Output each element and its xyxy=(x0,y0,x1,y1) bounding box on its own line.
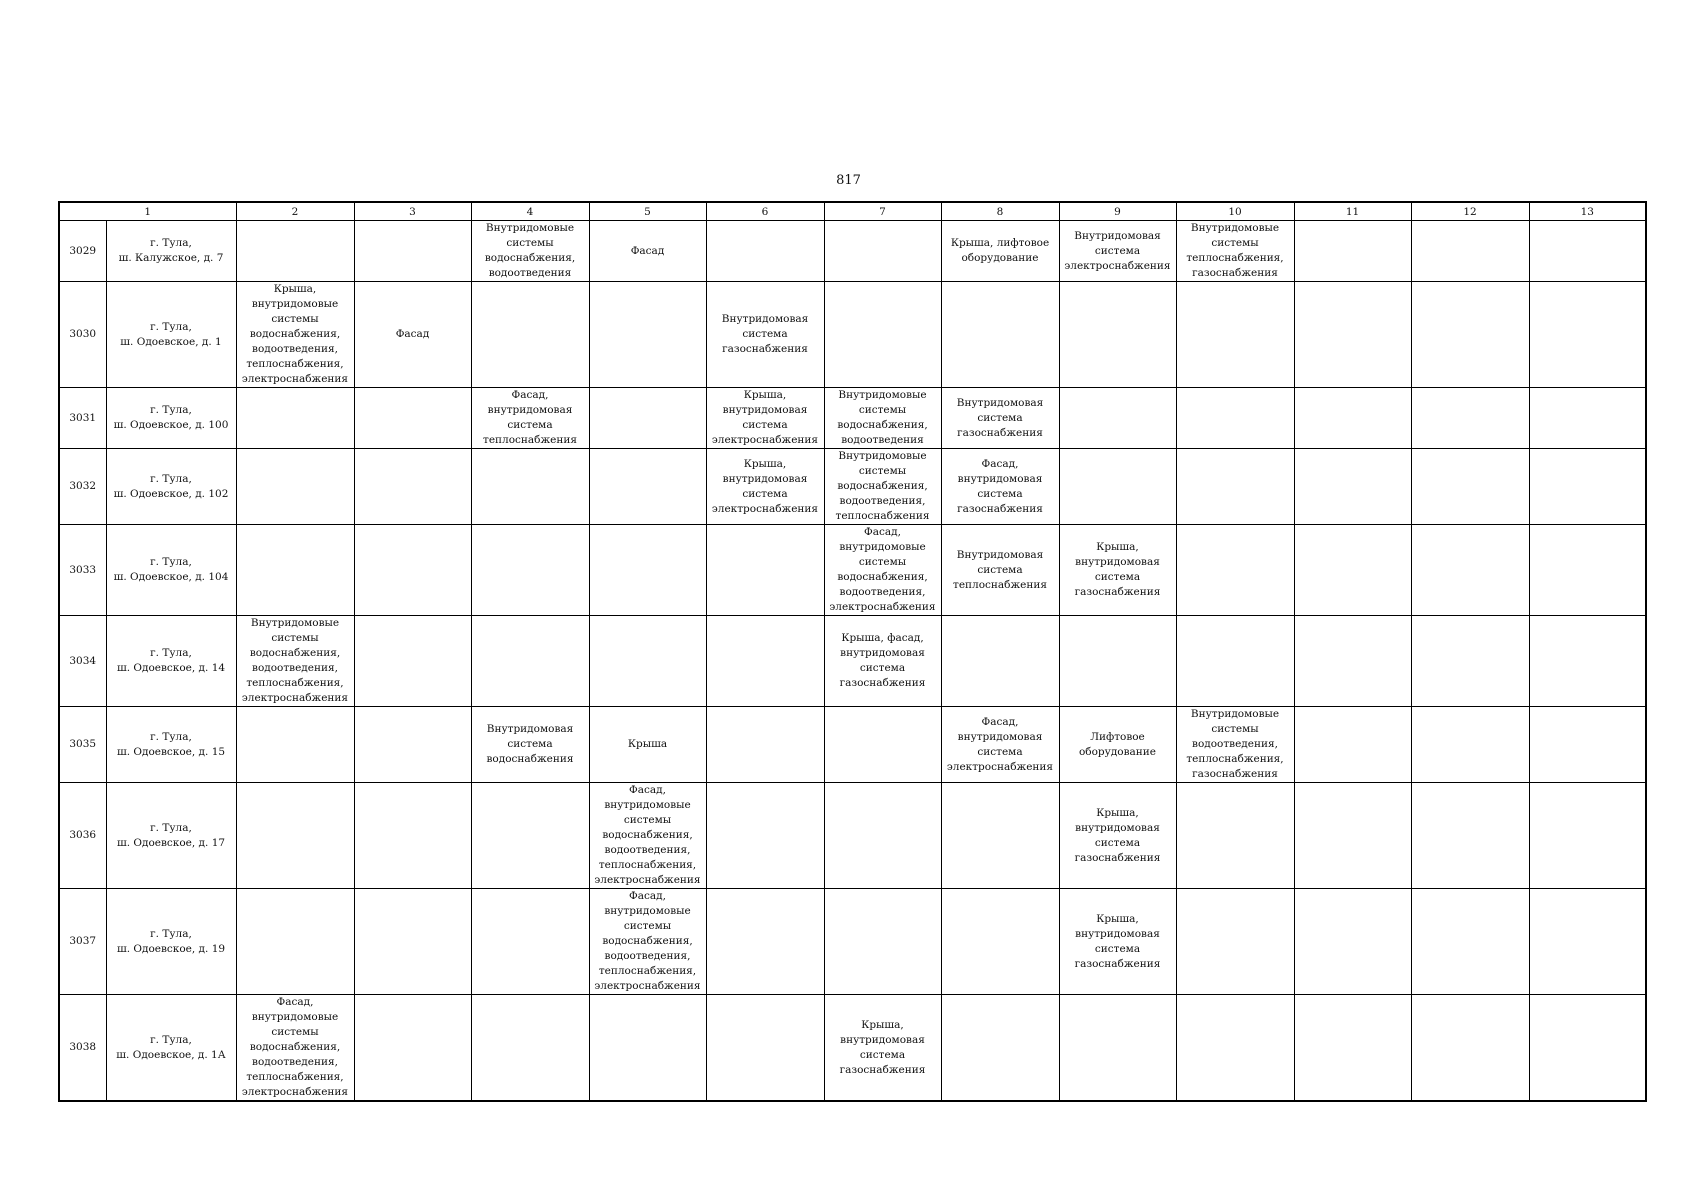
work-cell-col-2 xyxy=(236,449,354,525)
address-line: ш. Одоевское, д. 104 xyxy=(113,571,229,583)
work-cell-col-2: Фасад, внутридомовые системы водоснабжения, водоотведения, теплоснабжения, электроснабжения xyxy=(236,995,354,1102)
work-cell-col-9 xyxy=(1059,388,1176,449)
work-cell-col-4 xyxy=(471,995,589,1102)
table-row xyxy=(59,707,1646,783)
work-cell-col-3 xyxy=(354,616,471,707)
work-cell-col-4 xyxy=(471,449,589,525)
address-line: г. Тула, xyxy=(150,821,192,834)
address-line: г. Тула, xyxy=(150,404,192,416)
table-row xyxy=(59,783,1646,889)
column-number-1: 1 xyxy=(59,202,236,221)
address-cell xyxy=(106,388,236,449)
work-cell-col-7: Внутридомовые системы водоснабжения, водоотведения, теплоснабжения xyxy=(824,449,941,525)
work-cell-col-9: Крыша, внутридомовая система газоснабжения xyxy=(1059,889,1176,995)
work-cell-col-9: Внутридомовая система электроснабжения xyxy=(1059,221,1176,282)
work-cell-col-10 xyxy=(1176,616,1294,707)
work-cell-col-8 xyxy=(941,995,1059,1102)
address-line: г. Тула, xyxy=(150,320,192,333)
work-cell-col-2 xyxy=(236,707,354,783)
row-number: 3032 xyxy=(59,449,106,525)
work-cell-col-9: Крыша, внутридомовая система газоснабжения xyxy=(1059,783,1176,889)
column-number-13: 13 xyxy=(1529,202,1646,221)
address-line: г. Тула, xyxy=(150,237,192,249)
work-cell-col-10: Внутридомовые системы водоотведения, теплоснабжения, газоснабжения xyxy=(1176,707,1294,783)
work-cell-col-7 xyxy=(824,282,941,388)
address-line: ш. Одоевское, д. 1А xyxy=(116,1048,226,1061)
work-cell-col-5 xyxy=(589,995,706,1102)
row-number: 3033 xyxy=(59,525,106,616)
work-cell-col-13 xyxy=(1529,995,1646,1102)
work-cell-col-10 xyxy=(1176,783,1294,889)
work-cell-col-5 xyxy=(589,525,706,616)
column-number-10: 10 xyxy=(1176,202,1294,221)
work-cell-col-11 xyxy=(1294,282,1411,388)
table-row xyxy=(59,889,1646,995)
work-cell-col-6 xyxy=(706,889,824,995)
work-cell-col-6: Крыша, внутридомовая система электроснабжения xyxy=(706,388,824,449)
work-cell-col-10 xyxy=(1176,282,1294,388)
work-cell-col-13 xyxy=(1529,889,1646,995)
work-cell-col-6: Внутридомовая система газоснабжения xyxy=(706,282,824,388)
work-cell-col-5 xyxy=(589,449,706,525)
work-cell-col-6 xyxy=(706,616,824,707)
row-number: 3031 xyxy=(59,388,106,449)
work-cell-col-7: Фасад, внутридомовые системы водоснабжения, водоотведения, электроснабжения xyxy=(824,525,941,616)
work-cell-col-2 xyxy=(236,388,354,449)
work-cell-col-4 xyxy=(471,889,589,995)
work-cell-col-9 xyxy=(1059,449,1176,525)
work-cell-col-3 xyxy=(354,707,471,783)
work-cell-col-5: Фасад, внутридомовые системы водоснабжения, водоотведения, теплоснабжения, электроснабжения xyxy=(589,889,706,995)
work-cell-col-8 xyxy=(941,616,1059,707)
work-cell-col-12 xyxy=(1411,889,1529,995)
row-number: 3029 xyxy=(59,221,106,282)
work-cell-col-12 xyxy=(1411,282,1529,388)
address-line: г. Тула, xyxy=(150,647,192,659)
work-cell-col-8: Внутридомовая система теплоснабжения xyxy=(941,525,1059,616)
work-cell-col-11 xyxy=(1294,889,1411,995)
column-number-header xyxy=(59,202,1646,221)
work-cell-col-13 xyxy=(1529,707,1646,783)
table-row xyxy=(59,616,1646,707)
column-number-8: 8 xyxy=(941,202,1059,221)
work-cell-col-2 xyxy=(236,889,354,995)
work-cell-col-10 xyxy=(1176,995,1294,1102)
work-cell-col-8: Фасад, внутридомовая система электроснабжения xyxy=(941,707,1059,783)
work-cell-col-2: Внутридомовые системы водоснабжения, водоотведения, теплоснабжения, электроснабжения xyxy=(236,616,354,707)
row-number: 3036 xyxy=(59,783,106,889)
column-number-3: 3 xyxy=(354,202,471,221)
work-cell-col-4 xyxy=(471,616,589,707)
work-cell-col-11 xyxy=(1294,707,1411,783)
work-cell-col-4 xyxy=(471,282,589,388)
work-cell-col-12 xyxy=(1411,783,1529,889)
work-cell-col-5: Фасад, внутридомовые системы водоснабжения, водоотведения, теплоснабжения, электроснабжения xyxy=(589,783,706,889)
address-line: ш. Одоевское, д. 102 xyxy=(113,487,229,500)
work-cell-col-2: Крыша, внутридомовые системы водоснабжения, водоотведения, теплоснабжения, электроснабжения xyxy=(236,282,354,388)
work-cell-col-7: Крыша, фасад, внутридомовая система газоснабжения xyxy=(824,616,941,707)
work-cell-col-10 xyxy=(1176,449,1294,525)
row-number: 3038 xyxy=(59,995,106,1102)
work-cell-col-4: Внутридомовые системы водоснабжения, водоотведения xyxy=(471,221,589,282)
address-line: ш. Одоевское, д. 17 xyxy=(116,836,226,849)
work-cell-col-7: Крыша, внутридомовая система газоснабжения xyxy=(824,995,941,1102)
address-cell xyxy=(106,282,236,388)
work-cell-col-3 xyxy=(354,889,471,995)
work-cell-col-8: Внутридомовая система газоснабжения xyxy=(941,388,1059,449)
column-number-9: 9 xyxy=(1059,202,1176,221)
work-cell-col-9 xyxy=(1059,282,1176,388)
work-cell-col-9: Лифтовое оборудование xyxy=(1059,707,1176,783)
work-cell-col-10 xyxy=(1176,889,1294,995)
table-row xyxy=(59,221,1646,282)
work-cell-col-4: Внутридомовая система водоснабжения xyxy=(471,707,589,783)
work-cell-col-6 xyxy=(706,995,824,1102)
work-cell-col-11 xyxy=(1294,995,1411,1102)
work-cell-col-9 xyxy=(1059,995,1176,1102)
table-row xyxy=(59,388,1646,449)
row-number: 3035 xyxy=(59,707,106,783)
work-cell-col-11 xyxy=(1294,525,1411,616)
work-cell-col-10 xyxy=(1176,525,1294,616)
work-cell-col-4: Фасад, внутридомовая система теплоснабжения xyxy=(471,388,589,449)
work-cell-col-12 xyxy=(1411,616,1529,707)
row-number: 3037 xyxy=(59,889,106,995)
table-row xyxy=(59,449,1646,525)
work-cell-col-6: Крыша, внутридомовая система электроснабжения xyxy=(706,449,824,525)
work-cell-col-3 xyxy=(354,388,471,449)
work-cell-col-7 xyxy=(824,783,941,889)
work-cell-col-13 xyxy=(1529,388,1646,449)
address-line: ш. Одоевское, д. 100 xyxy=(113,419,229,431)
column-number-5: 5 xyxy=(589,202,706,221)
work-cell-col-3 xyxy=(354,995,471,1102)
address-line: ш. Одоевское, д. 14 xyxy=(116,662,226,674)
row-number: 3030 xyxy=(59,282,106,388)
address-cell xyxy=(106,449,236,525)
work-cell-col-11 xyxy=(1294,221,1411,282)
work-cell-col-11 xyxy=(1294,449,1411,525)
column-number-11: 11 xyxy=(1294,202,1411,221)
work-cell-col-12 xyxy=(1411,388,1529,449)
work-cell-col-11 xyxy=(1294,783,1411,889)
work-cell-col-2 xyxy=(236,783,354,889)
address-line: г. Тула, xyxy=(150,472,192,485)
work-cell-col-4 xyxy=(471,783,589,889)
page-number: 817 xyxy=(836,173,861,188)
work-cell-col-5 xyxy=(589,388,706,449)
work-cell-col-3 xyxy=(354,449,471,525)
address-cell xyxy=(106,221,236,282)
work-cell-col-13 xyxy=(1529,221,1646,282)
work-cell-col-12 xyxy=(1411,707,1529,783)
work-cell-col-6 xyxy=(706,707,824,783)
address-line: г. Тула, xyxy=(150,730,192,743)
register-table xyxy=(58,201,1647,1102)
work-cell-col-6 xyxy=(706,783,824,889)
work-cell-col-7 xyxy=(824,889,941,995)
work-cell-col-7 xyxy=(824,221,941,282)
address-cell xyxy=(106,707,236,783)
work-cell-col-8 xyxy=(941,282,1059,388)
address-line: г. Тула, xyxy=(150,927,192,940)
work-cell-col-10: Внутридомовые системы теплоснабжения, газоснабжения xyxy=(1176,221,1294,282)
table-row xyxy=(59,525,1646,616)
work-cell-col-3 xyxy=(354,783,471,889)
address-cell xyxy=(106,525,236,616)
work-cell-col-13 xyxy=(1529,282,1646,388)
work-cell-col-12 xyxy=(1411,449,1529,525)
column-number-7: 7 xyxy=(824,202,941,221)
table-row xyxy=(59,995,1646,1102)
work-cell-col-4 xyxy=(471,525,589,616)
work-cell-col-3 xyxy=(354,525,471,616)
work-cell-col-6 xyxy=(706,221,824,282)
work-cell-col-11 xyxy=(1294,388,1411,449)
address-line: ш. Калужское, д. 7 xyxy=(118,252,224,264)
column-number-4: 4 xyxy=(471,202,589,221)
work-cell-col-5 xyxy=(589,282,706,388)
work-cell-col-3: Фасад xyxy=(354,282,471,388)
work-cell-col-9: Крыша, внутридомовая система газоснабжения xyxy=(1059,525,1176,616)
work-cell-col-9 xyxy=(1059,616,1176,707)
work-cell-col-12 xyxy=(1411,525,1529,616)
work-cell-col-13 xyxy=(1529,783,1646,889)
work-cell-col-2 xyxy=(236,525,354,616)
address-cell xyxy=(106,995,236,1102)
column-number-6: 6 xyxy=(706,202,824,221)
column-number-12: 12 xyxy=(1411,202,1529,221)
table-row xyxy=(59,282,1646,388)
work-cell-col-10 xyxy=(1176,388,1294,449)
work-cell-col-13 xyxy=(1529,616,1646,707)
address-line: ш. Одоевское, д. 15 xyxy=(116,745,226,758)
work-cell-col-13 xyxy=(1529,449,1646,525)
work-cell-col-8: Крыша, лифтовое оборудование xyxy=(941,221,1059,282)
row-number: 3034 xyxy=(59,616,106,707)
address-line: г. Тула, xyxy=(150,1033,192,1046)
column-number-2: 2 xyxy=(236,202,354,221)
work-cell-col-6 xyxy=(706,525,824,616)
work-cell-col-8 xyxy=(941,783,1059,889)
work-cell-col-12 xyxy=(1411,995,1529,1102)
address-cell xyxy=(106,889,236,995)
address-line: г. Тула, xyxy=(150,556,192,568)
address-cell xyxy=(106,616,236,707)
work-cell-col-5: Фасад xyxy=(589,221,706,282)
work-cell-col-12 xyxy=(1411,221,1529,282)
address-line: ш. Одоевское, д. 1 xyxy=(120,335,222,348)
work-cell-col-7: Внутридомовые системы водоснабжения, водоотведения xyxy=(824,388,941,449)
work-cell-col-5 xyxy=(589,616,706,707)
work-cell-col-5: Крыша xyxy=(589,707,706,783)
work-cell-col-3 xyxy=(354,221,471,282)
address-cell xyxy=(106,783,236,889)
work-cell-col-8 xyxy=(941,889,1059,995)
work-cell-col-11 xyxy=(1294,616,1411,707)
work-cell-col-13 xyxy=(1529,525,1646,616)
table-body xyxy=(59,221,1646,1102)
work-cell-col-2 xyxy=(236,221,354,282)
address-line: ш. Одоевское, д. 19 xyxy=(116,942,226,955)
work-cell-col-8: Фасад, внутридомовая система газоснабжения xyxy=(941,449,1059,525)
work-cell-col-7 xyxy=(824,707,941,783)
